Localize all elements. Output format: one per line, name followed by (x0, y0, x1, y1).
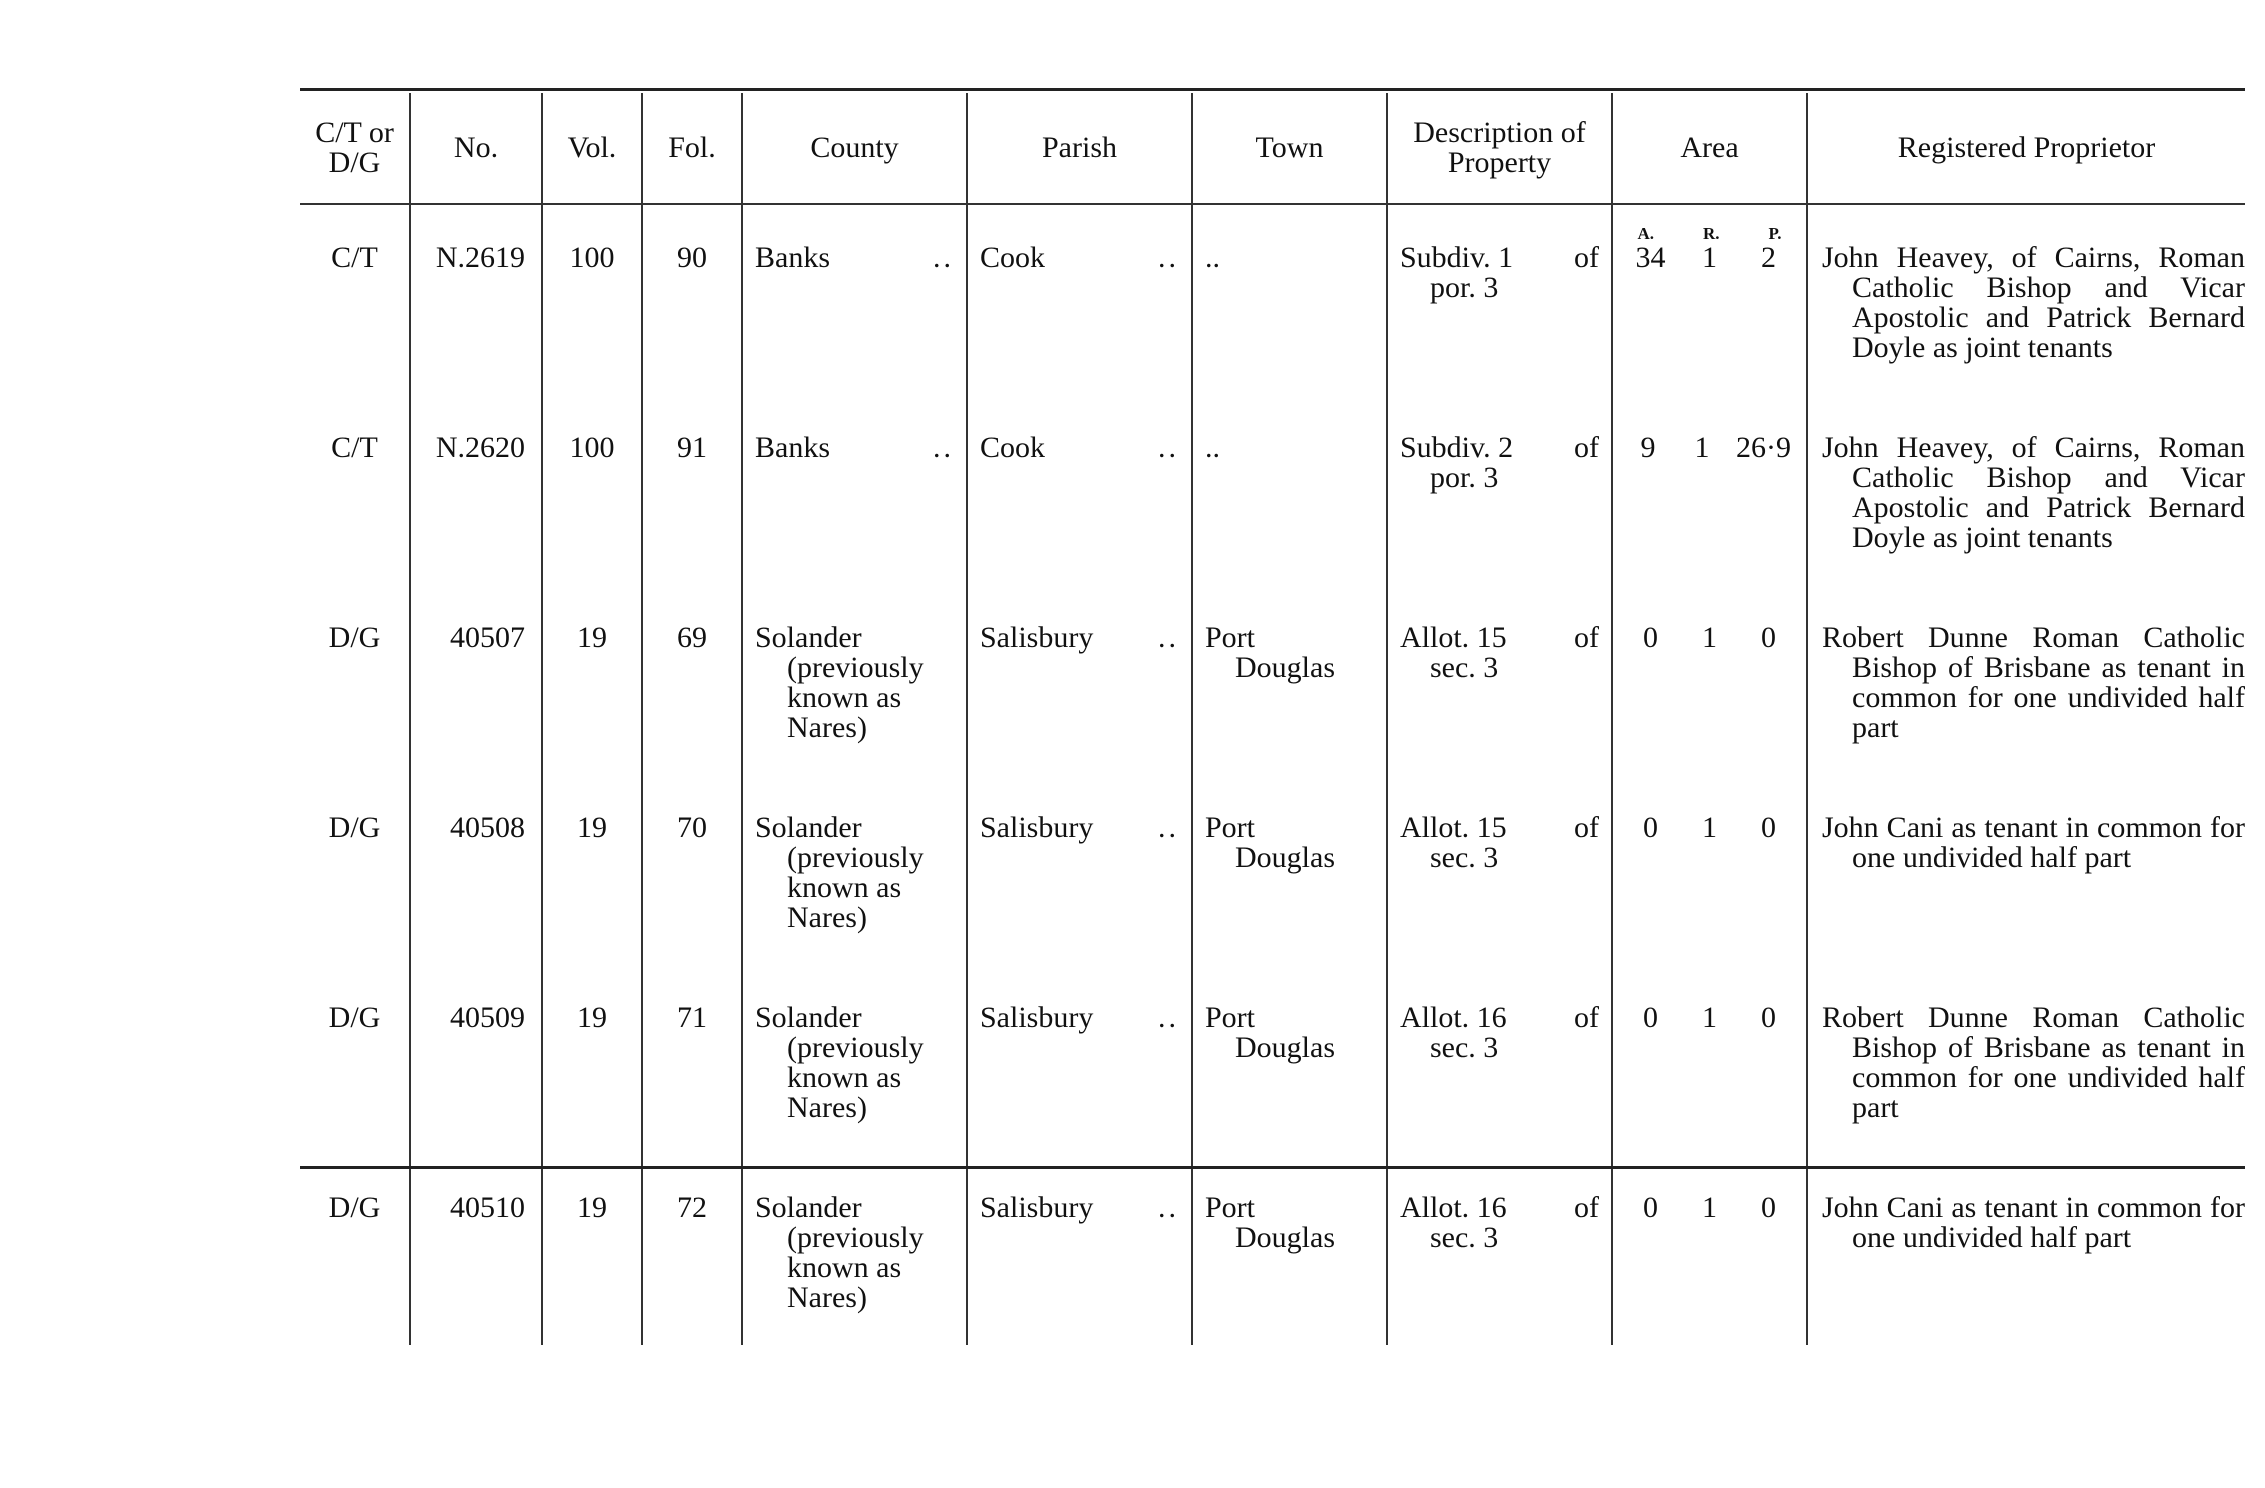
cell-county (742, 775, 967, 965)
cell-description (1387, 203, 1612, 395)
table-row (300, 965, 2245, 1155)
county-text: Solander (previously known as Nares) (755, 1001, 924, 1124)
cell-town (1192, 203, 1387, 395)
parish-dots: .. (1158, 431, 1179, 464)
area-values (1613, 623, 1806, 653)
desc-of: of (1574, 1001, 1599, 1034)
cell-county (742, 203, 967, 395)
desc-of: of (1574, 241, 1599, 274)
header-row (300, 93, 2245, 203)
top-rule (300, 88, 2245, 91)
cell-proprietor (1807, 395, 2245, 585)
parish-dots: .. (1158, 811, 1179, 844)
cell-area (1612, 965, 1807, 1155)
cell-no: 40507 (410, 585, 542, 775)
header-vol: Vol. (542, 93, 642, 203)
parish-text: Salisbury (980, 811, 1094, 844)
table-row (300, 395, 2245, 585)
desc-of: of (1574, 621, 1599, 654)
desc-line2: sec. 3 (1430, 841, 1499, 874)
area-unit-label: P. (1768, 224, 1782, 243)
cell-town (1192, 775, 1387, 965)
cell-vol: 100 (542, 395, 642, 585)
desc-part1: Subdiv. 1 (1400, 241, 1514, 274)
town-line2: Douglas (1235, 1221, 1335, 1254)
cell-proprietor (1807, 203, 2245, 395)
cell-vol: 19 (542, 775, 642, 965)
area-unit-label: R. (1702, 224, 1720, 243)
town-line1: .. (1205, 241, 1220, 274)
county-text: Solander (previously known as Nares) (755, 811, 924, 934)
area-values (1613, 1193, 1806, 1223)
area-values (1613, 433, 1806, 463)
desc-of: of (1574, 1191, 1599, 1224)
cell-fol: 72 (642, 1155, 742, 1345)
cell-description (1387, 395, 1612, 585)
parish-dots: .. (1158, 621, 1179, 654)
table-row (300, 585, 2245, 775)
town-line1: Port (1205, 1001, 1256, 1034)
proprietor-text: Robert Dunne Roman Catholic Bishop of Brisbane as tenant in common for one undivided half part (1822, 1001, 2245, 1124)
cell-parish (967, 585, 1192, 775)
cell-description (1387, 585, 1612, 775)
cell-vol: 19 (542, 585, 642, 775)
proprietor-text: John Cani as tenant in common for one undivided half part (1822, 811, 2245, 874)
desc-part1: Allot. 16 (1400, 1001, 1507, 1034)
cell-parish (967, 203, 1192, 395)
town-line2: Douglas (1235, 841, 1335, 874)
land-register-table (300, 93, 2245, 1345)
area-value: 9 (1640, 431, 1656, 464)
area-value: 0 (1643, 621, 1658, 654)
cell-description (1387, 775, 1612, 965)
cell-parish (967, 775, 1192, 965)
area-value: 1 (1702, 621, 1717, 654)
parish-dots: .. (1158, 1191, 1179, 1224)
desc-line2: sec. 3 (1430, 1221, 1499, 1254)
cell-fol: 71 (642, 965, 742, 1155)
cell-town (1192, 585, 1387, 775)
cell-vol: 19 (542, 1155, 642, 1345)
cell-county (742, 965, 967, 1155)
town-line1: Port (1205, 811, 1256, 844)
county-dots: .. (933, 431, 954, 464)
cell-no: N.2620 (410, 395, 542, 585)
cell-parish (967, 965, 1192, 1155)
desc-part1: Subdiv. 2 (1400, 431, 1514, 464)
header-parish: Parish (967, 93, 1192, 203)
parish-dots: .. (1158, 1001, 1179, 1034)
area-value: 0 (1761, 1001, 1776, 1034)
cell-ct-dg: D/G (328, 621, 381, 654)
proprietor-text: John Cani as tenant in common for one undivided half part (1822, 1191, 2245, 1254)
cell-area (1612, 585, 1807, 775)
town-line2: Douglas (1235, 1031, 1335, 1064)
town-line2: Douglas (1235, 651, 1335, 684)
parish-text: Salisbury (980, 1191, 1094, 1224)
header-county: County (742, 93, 967, 203)
desc-of: of (1574, 431, 1599, 464)
cell-area (1612, 775, 1807, 965)
area-value: 0 (1761, 811, 1776, 844)
cell-town (1192, 1155, 1387, 1345)
area-value: 0 (1761, 1191, 1776, 1224)
cell-ct-dg: C/T (331, 241, 378, 274)
area-value: 1 (1702, 241, 1717, 274)
parish-text: Cook (980, 241, 1046, 274)
proprietor-text: Robert Dunne Roman Catholic Bishop of Brisbane as tenant in common for one undivided half part (1822, 621, 2245, 744)
header-no: No. (410, 93, 542, 203)
cell-town (1192, 395, 1387, 585)
area-value: 0 (1643, 1191, 1658, 1224)
cell-fol: 69 (642, 585, 742, 775)
header-description: Description of Property (1387, 93, 1612, 203)
cell-area (1612, 203, 1807, 395)
cell-proprietor (1807, 585, 2245, 775)
area-value: 1 (1694, 431, 1710, 464)
cell-fol: 91 (642, 395, 742, 585)
cell-parish (967, 1155, 1192, 1345)
desc-part1: Allot. 15 (1400, 811, 1507, 844)
cell-description (1387, 1155, 1612, 1345)
area-values (1613, 243, 1806, 273)
cell-proprietor (1807, 1155, 2245, 1345)
cell-fol: 70 (642, 775, 742, 965)
header-fol: Fol. (642, 93, 742, 203)
cell-fol: 90 (642, 203, 742, 395)
cell-county (742, 1155, 967, 1345)
county-text: Banks (755, 241, 830, 274)
header-area: Area (1612, 93, 1807, 203)
county-dots: .. (933, 241, 954, 274)
header-town: Town (1192, 93, 1387, 203)
desc-line2: por. 3 (1430, 461, 1499, 494)
desc-line2: sec. 3 (1430, 651, 1499, 684)
table-row (300, 203, 2245, 395)
area-value: 2 (1761, 241, 1776, 274)
cell-parish (967, 395, 1192, 585)
parish-text: Salisbury (980, 621, 1094, 654)
desc-line2: por. 3 (1430, 271, 1499, 304)
cell-county (742, 585, 967, 775)
cell-vol: 100 (542, 203, 642, 395)
desc-line2: sec. 3 (1430, 1031, 1499, 1064)
area-value: 26·9 (1736, 431, 1791, 464)
desc-part1: Allot. 15 (1400, 621, 1507, 654)
town-line1: Port (1205, 621, 1256, 654)
table-body (300, 203, 2245, 1345)
cell-description (1387, 965, 1612, 1155)
cell-ct-dg: C/T (331, 431, 378, 464)
area-value: 0 (1643, 1001, 1658, 1034)
cell-proprietor (1807, 775, 2245, 965)
table-row (300, 775, 2245, 965)
parish-text: Cook (980, 431, 1046, 464)
parish-text: Salisbury (980, 1001, 1094, 1034)
area-values (1613, 1003, 1806, 1033)
cell-no: 40509 (410, 965, 542, 1155)
header-proprietor: Registered Proprietor (1807, 93, 2245, 203)
parish-dots: .. (1158, 241, 1179, 274)
desc-of: of (1574, 811, 1599, 844)
area-values (1613, 813, 1806, 843)
cell-vol: 19 (542, 965, 642, 1155)
cell-area (1612, 395, 1807, 585)
cell-ct-dg: D/G (328, 1191, 381, 1224)
desc-part1: Allot. 16 (1400, 1191, 1507, 1224)
table-row (300, 1155, 2245, 1345)
cell-no: 40508 (410, 775, 542, 965)
proprietor-text: John Heavey, of Cairns, Roman Catholic Bishop and Vicar Apostolic and Patrick Bernard Doyle as joint tenants (1822, 241, 2245, 364)
cell-county (742, 395, 967, 585)
area-value: 34 (1635, 241, 1666, 274)
county-text: Solander (previously known as Nares) (755, 1191, 924, 1314)
county-text: Solander (previously known as Nares) (755, 621, 924, 744)
bottom-rule (300, 1166, 2245, 1169)
cell-no: N.2619 (410, 203, 542, 395)
area-value: 1 (1702, 811, 1717, 844)
area-unit-label: A. (1637, 224, 1654, 243)
area-value: 0 (1643, 811, 1658, 844)
cell-area (1612, 1155, 1807, 1345)
county-text: Banks (755, 431, 830, 464)
town-line1: .. (1205, 431, 1220, 464)
cell-town (1192, 965, 1387, 1155)
area-value: 1 (1702, 1001, 1717, 1034)
cell-ct-dg: D/G (328, 811, 381, 844)
cell-no: 40510 (410, 1155, 542, 1345)
area-value: 0 (1761, 621, 1776, 654)
cell-proprietor (1807, 965, 2245, 1155)
proprietor-text: John Heavey, of Cairns, Roman Catholic Bishop and Vicar Apostolic and Patrick Bernard Doyle as joint tenants (1822, 431, 2245, 554)
header-ct-dg: C/T or D/G (315, 116, 394, 179)
town-line1: Port (1205, 1191, 1256, 1224)
area-value: 1 (1702, 1191, 1717, 1224)
cell-ct-dg: D/G (328, 1001, 381, 1034)
